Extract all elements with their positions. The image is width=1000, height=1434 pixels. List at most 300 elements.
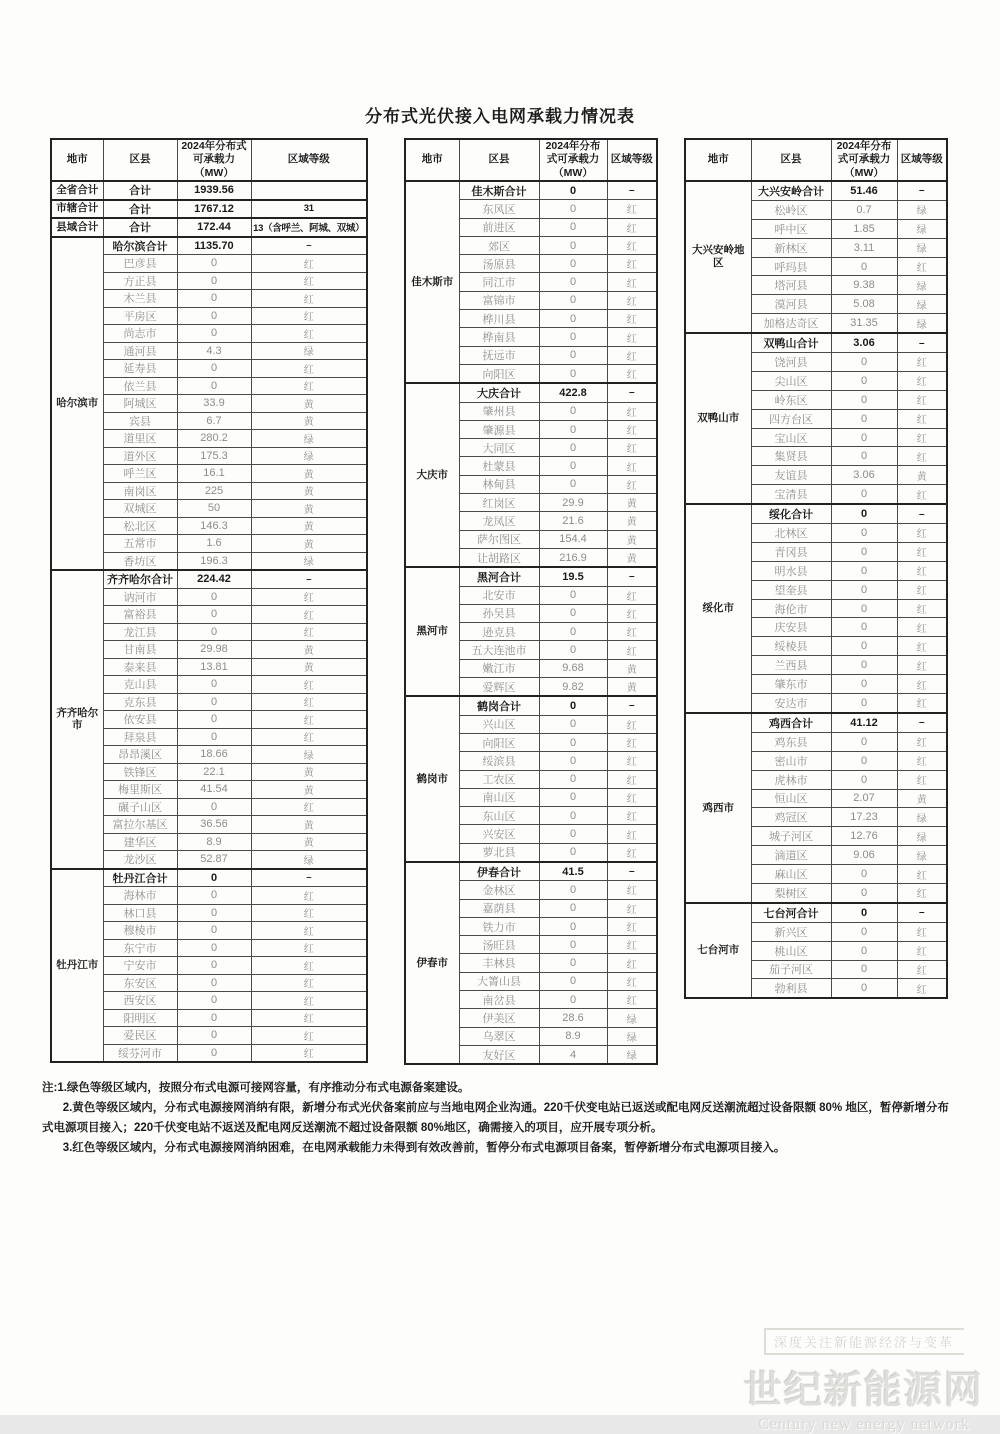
table-row — [51, 237, 367, 255]
grade-cell: 红 — [607, 200, 657, 218]
grade-cell: 红 — [607, 346, 657, 364]
capacity-cell: 1.6 — [177, 535, 251, 553]
district-cell: 方正县 — [103, 272, 177, 290]
capacity-cell: 175.3 — [177, 447, 251, 465]
grade-cell: – — [607, 383, 657, 402]
district-cell: 海林市 — [103, 887, 177, 905]
capacity-cell: 0 — [539, 218, 607, 236]
district-cell: 兰西县 — [751, 656, 831, 675]
district-cell: 南山区 — [459, 788, 539, 806]
city-cell: 伊春市 — [405, 862, 459, 1064]
district-cell: 北林区 — [751, 524, 831, 543]
capacity-cell: 0 — [831, 485, 897, 504]
district-cell: 新林区 — [751, 238, 831, 257]
grade-cell: 黄 — [251, 641, 367, 659]
capacity-cell: 0 — [539, 604, 607, 622]
grade-cell: 绿 — [251, 851, 367, 869]
district-cell: 富锦市 — [459, 291, 539, 309]
capacity-cell: 0 — [539, 843, 607, 862]
capacity-cell: 0 — [831, 941, 897, 960]
district-cell: 嫩江市 — [459, 659, 539, 677]
capacity-cell: 0 — [831, 960, 897, 979]
capacity-table — [404, 138, 658, 1065]
note-line-2: 2.黄色等级区域内，分布式电源接网消纳有限，新增分布式光伏备案前应与当地电网企业沟通。220千伏变电站已返送或配电网反送潮流超过设备限额 80% 地区，暂停新增分布式电源项目接入；220千伏变电站不返送及配电网反送潮流不超过设备限额 80%地区，确需接入的项目，应开展专项分析。 — [42, 1102, 949, 1135]
column-header: 区县 — [103, 139, 177, 181]
grade-cell: 红 — [607, 991, 657, 1009]
capacity-cell: 0 — [831, 751, 897, 770]
capacity-cell: 0 — [539, 586, 607, 604]
city-cell: 牡丹江市 — [51, 869, 103, 1063]
district-cell: 甘南县 — [103, 641, 177, 659]
grade-cell: 红 — [897, 751, 947, 770]
capacity-cell: 5.08 — [831, 295, 897, 314]
capacity-cell: 41.54 — [177, 781, 251, 799]
district-cell: 呼玛县 — [751, 257, 831, 276]
capacity-cell: 0 — [539, 788, 607, 806]
capacity-cell: 0 — [831, 390, 897, 409]
grade-cell: 黄 — [251, 395, 367, 413]
grade-cell: 绿 — [251, 447, 367, 465]
capacity-cell: 0 — [539, 954, 607, 972]
capacity-cell: 3.11 — [831, 238, 897, 257]
capacity-cell: 28.6 — [539, 1009, 607, 1027]
capacity-cell: 16.1 — [177, 465, 251, 483]
district-cell: 合计 — [103, 200, 177, 219]
capacity-cell: 0 — [177, 974, 251, 992]
grade-cell: 红 — [897, 922, 947, 941]
grade-cell: 红 — [607, 936, 657, 954]
city-cell: 黑河市 — [405, 567, 459, 696]
capacity-cell: 29.98 — [177, 641, 251, 659]
district-cell: 岭东区 — [751, 390, 831, 409]
grade-cell: 红 — [897, 409, 947, 428]
grade-cell: 红 — [607, 733, 657, 751]
district-cell: 龙沙区 — [103, 851, 177, 869]
district-cell: 巴彦县 — [103, 255, 177, 273]
table-row — [51, 570, 367, 588]
capacity-cell: 0 — [539, 752, 607, 770]
district-cell: 宁安市 — [103, 957, 177, 975]
district-cell: 茄子河区 — [751, 960, 831, 979]
capacity-cell: 0 — [177, 272, 251, 290]
capacity-cell: 0 — [177, 922, 251, 940]
capacity-table-panel-3 — [684, 138, 946, 999]
note-line-1: 注:1.绿色等级区域内，按照分布式电源可接网容量，有序推动分布式电源备案建设。 — [42, 1082, 470, 1094]
grade-cell: 绿 — [251, 746, 367, 764]
district-cell: 乌翠区 — [459, 1027, 539, 1045]
grade-cell: 红 — [607, 954, 657, 972]
district-cell: 鹤岗合计 — [459, 696, 539, 715]
grade-cell: 黄 — [251, 781, 367, 799]
grade-cell: 红 — [897, 447, 947, 466]
district-cell: 木兰县 — [103, 290, 177, 308]
grade-cell: 红 — [607, 770, 657, 788]
capacity-cell: 0 — [539, 696, 607, 715]
grade-cell: 红 — [251, 1027, 367, 1045]
district-cell: 富拉尔基区 — [103, 816, 177, 834]
grade-cell: 绿 — [897, 276, 947, 295]
grade-cell: 红 — [251, 992, 367, 1010]
city-cell: 大庆市 — [405, 383, 459, 567]
capacity-cell: 13.81 — [177, 658, 251, 676]
capacity-cell: 0 — [539, 200, 607, 218]
district-cell: 铁力市 — [459, 917, 539, 935]
district-cell: 肇州县 — [459, 402, 539, 420]
district-cell: 塔河县 — [751, 276, 831, 295]
district-cell: 牡丹江合计 — [103, 869, 177, 887]
district-cell: 东宁市 — [103, 939, 177, 957]
capacity-cell: 0 — [831, 770, 897, 789]
capacity-cell: 154.4 — [539, 530, 607, 548]
capacity-cell: 0 — [539, 899, 607, 917]
grade-cell: 绿 — [897, 314, 947, 333]
capacity-cell: 0 — [177, 1044, 251, 1062]
grade-cell: 红 — [607, 402, 657, 420]
capacity-cell: 8.9 — [539, 1027, 607, 1045]
district-cell: 大同区 — [459, 439, 539, 457]
table-row — [405, 181, 657, 200]
capacity-cell: 19.5 — [539, 567, 607, 586]
capacity-cell: 0 — [177, 798, 251, 816]
district-cell: 安达市 — [751, 694, 831, 713]
grade-cell: – — [897, 903, 947, 922]
grade-cell: 红 — [897, 371, 947, 390]
grade-cell: – — [897, 333, 947, 352]
district-cell: 绥棱县 — [751, 637, 831, 656]
capacity-cell: 0 — [539, 402, 607, 420]
grade-cell: 绿 — [251, 342, 367, 360]
grade-cell: 红 — [607, 881, 657, 899]
grade-cell: 红 — [897, 428, 947, 447]
district-cell: 萝北县 — [459, 843, 539, 862]
grade-cell: 黄 — [897, 466, 947, 485]
district-cell: 佳木斯合计 — [459, 181, 539, 200]
district-cell: 北安市 — [459, 586, 539, 604]
capacity-cell: 0 — [831, 922, 897, 941]
capacity-cell: 0 — [177, 728, 251, 746]
grade-cell: 红 — [251, 1044, 367, 1062]
grade-cell: 黄 — [251, 465, 367, 483]
grade-cell: 黄 — [251, 517, 367, 535]
capacity-cell: 0 — [831, 637, 897, 656]
city-cell: 全省合计 — [51, 181, 103, 200]
capacity-cell: 0 — [177, 290, 251, 308]
capacity-cell: 50 — [177, 500, 251, 518]
district-cell: 大箐山县 — [459, 972, 539, 990]
capacity-cell: 0 — [831, 428, 897, 447]
district-cell: 肇源县 — [459, 420, 539, 438]
column-header: 2024年分布式可承载力（MW） — [831, 139, 897, 181]
capacity-cell: 0 — [177, 377, 251, 395]
district-cell: 哈尔滨合计 — [103, 237, 177, 255]
grade-cell: 绿 — [897, 808, 947, 827]
capacity-cell: 0 — [539, 439, 607, 457]
capacity-cell: 280.2 — [177, 430, 251, 448]
grade-cell: 红 — [607, 788, 657, 806]
grade-cell: 红 — [897, 353, 947, 372]
grade-cell: 红 — [607, 255, 657, 273]
capacity-cell: 0 — [539, 881, 607, 899]
capacity-cell: 0 — [177, 939, 251, 957]
capacity-table-panel-2 — [404, 138, 656, 1065]
capacity-cell: 0 — [177, 1009, 251, 1027]
district-cell: 加格达奇区 — [751, 314, 831, 333]
grade-cell: – — [251, 570, 367, 588]
district-cell: 绥芬河市 — [103, 1044, 177, 1062]
grade-cell: 13（含呼兰、阿城、双城） — [251, 218, 367, 237]
district-cell: 友好区 — [459, 1045, 539, 1064]
capacity-cell: 0 — [831, 447, 897, 466]
district-cell: 宝山区 — [751, 428, 831, 447]
district-cell: 梨树区 — [751, 883, 831, 902]
district-cell: 爱民区 — [103, 1027, 177, 1045]
district-cell: 伊春合计 — [459, 862, 539, 881]
grade-cell: 红 — [607, 715, 657, 733]
capacity-cell: 0 — [831, 580, 897, 599]
district-cell: 双鸭山合计 — [751, 333, 831, 352]
district-cell: 桦川县 — [459, 310, 539, 328]
district-cell: 鸡西合计 — [751, 713, 831, 732]
capacity-cell: 36.56 — [177, 816, 251, 834]
capacity-cell: 216.9 — [539, 548, 607, 567]
district-cell: 尚志市 — [103, 325, 177, 343]
table-row — [685, 713, 947, 732]
grade-cell: 红 — [607, 328, 657, 346]
grade-cell: 红 — [607, 273, 657, 291]
district-cell: 南岗区 — [103, 482, 177, 500]
capacity-cell: 0 — [177, 588, 251, 606]
grade-cell: 红 — [251, 939, 367, 957]
district-cell: 前进区 — [459, 218, 539, 236]
district-cell: 工农区 — [459, 770, 539, 788]
capacity-cell: 4.3 — [177, 342, 251, 360]
grade-cell: 红 — [897, 524, 947, 543]
capacity-cell: 0 — [177, 360, 251, 378]
district-cell: 集贤县 — [751, 447, 831, 466]
district-cell: 汤旺县 — [459, 936, 539, 954]
district-cell: 阳明区 — [103, 1009, 177, 1027]
capacity-cell: 0 — [539, 770, 607, 788]
district-cell: 庆安县 — [751, 618, 831, 637]
column-header: 2024年分布式可承载力（MW） — [539, 139, 607, 181]
district-cell: 爱辉区 — [459, 678, 539, 697]
capacity-cell: 0.7 — [831, 200, 897, 219]
district-cell: 呼兰区 — [103, 465, 177, 483]
capacity-cell: 1939.56 — [177, 181, 251, 200]
table-row — [51, 218, 367, 237]
district-cell: 碾子山区 — [103, 798, 177, 816]
grade-cell: 黄 — [251, 816, 367, 834]
district-cell: 青冈县 — [751, 542, 831, 561]
grade-cell: 红 — [251, 974, 367, 992]
grade-cell: 红 — [607, 899, 657, 917]
city-cell: 县域合计 — [51, 218, 103, 237]
district-cell: 恒山区 — [751, 789, 831, 808]
district-cell: 昂昂溪区 — [103, 746, 177, 764]
capacity-cell: 0 — [177, 957, 251, 975]
district-cell: 东山区 — [459, 807, 539, 825]
grade-cell: 红 — [897, 675, 947, 694]
grade-cell: 红 — [897, 580, 947, 599]
grade-cell: 红 — [607, 917, 657, 935]
capacity-cell: 0 — [539, 310, 607, 328]
grade-cell: 红 — [897, 599, 947, 618]
district-cell: 兴安区 — [459, 825, 539, 843]
capacity-cell: 51.46 — [831, 181, 897, 200]
table-row — [685, 181, 947, 200]
grade-cell: 红 — [607, 475, 657, 493]
grade-cell: 黄 — [897, 789, 947, 808]
grade-cell: 红 — [897, 979, 947, 998]
district-cell: 杜蒙县 — [459, 457, 539, 475]
grade-cell: 绿 — [897, 846, 947, 865]
city-cell: 佳木斯市 — [405, 181, 459, 383]
grade-cell: – — [607, 181, 657, 200]
capacity-cell: 196.3 — [177, 552, 251, 570]
capacity-cell: 9.06 — [831, 846, 897, 865]
grade-cell: 黄 — [607, 659, 657, 677]
capacity-cell: 9.38 — [831, 276, 897, 295]
capacity-table — [684, 138, 948, 999]
capacity-cell: 52.87 — [177, 851, 251, 869]
grade-cell: 红 — [897, 561, 947, 580]
grade-cell: 红 — [897, 257, 947, 276]
capacity-cell: 0 — [177, 307, 251, 325]
watermark-subtitle: Century new energy network — [758, 1416, 970, 1433]
grade-cell: 红 — [251, 623, 367, 641]
grade-cell: 红 — [607, 825, 657, 843]
district-cell: 汤原县 — [459, 255, 539, 273]
capacity-cell: 0 — [831, 353, 897, 372]
capacity-cell: 0 — [177, 606, 251, 624]
capacity-cell: 0 — [539, 273, 607, 291]
capacity-cell: 0 — [831, 561, 897, 580]
capacity-cell: 0 — [539, 420, 607, 438]
capacity-cell: 0 — [539, 825, 607, 843]
district-cell: 铁锋区 — [103, 763, 177, 781]
capacity-cell: 0 — [539, 641, 607, 659]
grade-cell: 红 — [607, 604, 657, 622]
district-cell: 克山县 — [103, 676, 177, 694]
district-cell: 东安区 — [103, 974, 177, 992]
district-cell: 松北区 — [103, 517, 177, 535]
capacity-cell: 0 — [539, 328, 607, 346]
district-cell: 绥化合计 — [751, 504, 831, 523]
grade-cell: 红 — [897, 694, 947, 713]
district-cell: 海伦市 — [751, 599, 831, 618]
capacity-cell: 0 — [831, 903, 897, 922]
grade-cell: – — [251, 869, 367, 887]
district-cell: 合计 — [103, 181, 177, 200]
district-cell: 富裕县 — [103, 606, 177, 624]
grade-cell: 红 — [251, 606, 367, 624]
grade-cell: 红 — [607, 236, 657, 254]
district-cell: 城子河区 — [751, 827, 831, 846]
grade-cell: 红 — [897, 883, 947, 902]
grade-cell: 绿 — [607, 1027, 657, 1045]
grade-cell: 黄 — [607, 548, 657, 567]
grade-cell: – — [251, 237, 367, 255]
capacity-cell: 0 — [177, 904, 251, 922]
district-cell: 明水县 — [751, 561, 831, 580]
district-cell: 穆棱市 — [103, 922, 177, 940]
capacity-cell: 0 — [831, 694, 897, 713]
capacity-cell: 0 — [831, 883, 897, 902]
capacity-cell: 0 — [831, 865, 897, 884]
grade-cell: 红 — [251, 290, 367, 308]
capacity-cell: 17.23 — [831, 808, 897, 827]
district-cell: 逊克县 — [459, 623, 539, 641]
grade-cell: 黄 — [251, 535, 367, 553]
capacity-cell: 2.07 — [831, 789, 897, 808]
district-cell: 大庆合计 — [459, 383, 539, 402]
grade-cell: 红 — [607, 752, 657, 770]
capacity-table-panel-1 — [50, 138, 366, 1063]
grade-cell: 红 — [251, 377, 367, 395]
capacity-cell: 0 — [177, 1027, 251, 1045]
district-cell: 让胡路区 — [459, 548, 539, 567]
capacity-cell: 0 — [539, 807, 607, 825]
district-cell: 友谊县 — [751, 466, 831, 485]
capacity-cell: 224.42 — [177, 570, 251, 588]
grade-cell: 红 — [607, 843, 657, 862]
district-cell: 泰来县 — [103, 658, 177, 676]
district-cell: 丰林县 — [459, 954, 539, 972]
grade-cell: 黄 — [607, 678, 657, 697]
watermark-title: 世纪新能源网 — [743, 1370, 984, 1412]
column-header: 区域等级 — [251, 139, 367, 181]
capacity-cell: 41.5 — [539, 862, 607, 881]
city-cell: 哈尔滨市 — [51, 237, 103, 571]
district-cell: 西安区 — [103, 992, 177, 1010]
grade-cell: 红 — [251, 904, 367, 922]
grade-cell: 绿 — [897, 219, 947, 238]
district-cell: 漠河县 — [751, 295, 831, 314]
capacity-cell: 0 — [177, 992, 251, 1010]
capacity-cell: 1135.70 — [177, 237, 251, 255]
capacity-cell: 172.44 — [177, 218, 251, 237]
grade-cell: 红 — [251, 887, 367, 905]
grade-cell: 红 — [607, 586, 657, 604]
capacity-cell: 12.76 — [831, 827, 897, 846]
grade-cell: 红 — [897, 865, 947, 884]
district-cell: 绥滨县 — [459, 752, 539, 770]
table-row — [51, 181, 367, 200]
district-cell: 向阳区 — [459, 733, 539, 751]
capacity-cell: 8.9 — [177, 833, 251, 851]
grade-cell: 红 — [251, 957, 367, 975]
grade-cell: 红 — [251, 588, 367, 606]
table-row — [51, 869, 367, 887]
grade-cell: 红 — [251, 325, 367, 343]
grade-cell: 红 — [251, 693, 367, 711]
district-cell: 兴山区 — [459, 715, 539, 733]
grade-cell: – — [607, 567, 657, 586]
grade-cell: 红 — [607, 310, 657, 328]
grade-cell: 黄 — [607, 494, 657, 512]
district-cell: 合计 — [103, 218, 177, 237]
district-cell: 抚远市 — [459, 346, 539, 364]
district-cell: 道外区 — [103, 447, 177, 465]
district-cell: 黑河合计 — [459, 567, 539, 586]
capacity-cell: 0 — [539, 457, 607, 475]
grade-cell: – — [607, 696, 657, 715]
capacity-cell: 0 — [831, 409, 897, 428]
city-cell: 大兴安岭地区 — [685, 181, 751, 333]
grade-cell: 红 — [897, 941, 947, 960]
district-cell: 宾县 — [103, 412, 177, 430]
capacity-cell: 0 — [177, 869, 251, 887]
